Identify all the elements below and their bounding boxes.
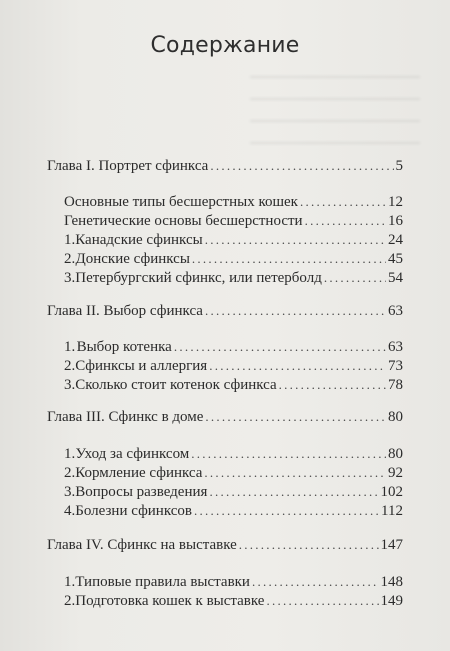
entry-number: 3.: [64, 270, 76, 286]
page-number: 112: [381, 503, 403, 519]
dot-leader: [205, 303, 386, 320]
entry-number: 3.: [64, 484, 76, 500]
toc-entry[interactable]: [64, 358, 403, 375]
page-number: 80: [388, 409, 403, 425]
entry-title: Типовые правила выставки: [75, 574, 250, 590]
dot-leader: [305, 213, 386, 230]
page-number: 63: [388, 303, 403, 319]
entry-number: 2.: [64, 358, 76, 374]
toc-entry[interactable]: [64, 574, 403, 591]
entry-number: 1.: [64, 446, 76, 462]
entry-title: Основные типы бесшерстных кошек: [64, 194, 298, 210]
toc-entry[interactable]: [64, 213, 403, 230]
entry-number: 2.: [64, 251, 76, 267]
entry-number: 1.: [64, 339, 76, 355]
entry-title: Канадские сфинксы: [75, 232, 203, 248]
dot-leader: [204, 465, 386, 482]
dot-leader: [191, 446, 386, 463]
toc-chapter[interactable]: [47, 303, 403, 320]
page-number: 102: [380, 484, 403, 500]
entry-title: Подготовка кошек к выставке: [75, 593, 265, 609]
toc-entry[interactable]: [64, 465, 403, 482]
page-number: 5: [395, 158, 403, 174]
entry-title: Выбор котенка: [76, 339, 172, 355]
page-number: 147: [380, 537, 403, 553]
show-through-text: [250, 62, 420, 154]
page-number: 24: [388, 232, 403, 248]
page-number: 80: [388, 446, 403, 462]
toc-entry[interactable]: [64, 194, 403, 211]
toc-entry[interactable]: [64, 251, 403, 268]
page-number: 54: [388, 270, 403, 286]
page-number: 148: [380, 574, 403, 590]
toc-chapter[interactable]: [47, 409, 403, 426]
dot-leader: [266, 593, 378, 610]
entry-number: 2.: [64, 465, 76, 481]
toc-entry[interactable]: [64, 484, 403, 501]
page-number: 149: [380, 593, 403, 609]
page-number: 16: [388, 213, 403, 229]
page-number: 45: [388, 251, 403, 267]
chapter-title: Глава II. Выбор сфинкса: [47, 303, 203, 319]
dot-leader: [205, 232, 386, 249]
entry-title: Кормление сфинкса: [75, 465, 203, 481]
page-number: 92: [388, 465, 403, 481]
page-number: 12: [388, 194, 403, 210]
dot-leader: [239, 537, 379, 554]
entry-number: 3.: [64, 377, 76, 393]
toc-entry[interactable]: [64, 593, 403, 610]
dot-leader: [209, 484, 378, 501]
dot-leader: [300, 194, 386, 211]
toc-entry[interactable]: [64, 270, 403, 287]
page-number: 78: [388, 377, 403, 393]
entry-title: Болезни сфинксов: [75, 503, 192, 519]
entry-title: Уход за сфинксом: [75, 446, 190, 462]
toc-entry[interactable]: [64, 232, 403, 249]
dot-leader: [210, 158, 393, 175]
chapter-title: Глава IV. Сфинкс на выставке: [47, 537, 237, 553]
entry-number: 2.: [64, 593, 76, 609]
entry-title: Сфинксы и аллергия: [75, 358, 208, 374]
page-number: 63: [388, 339, 403, 355]
toc-entry[interactable]: [64, 339, 403, 356]
dot-leader: [205, 409, 386, 426]
entry-number: 1.: [64, 232, 76, 248]
dot-leader: [324, 270, 386, 287]
entry-title: Генетические основы бесшерстности: [64, 213, 303, 229]
toc-chapter[interactable]: [47, 537, 403, 554]
toc-entry[interactable]: [64, 503, 403, 520]
page-number: 73: [388, 358, 403, 374]
dot-leader: [174, 339, 386, 356]
toc-entry[interactable]: [64, 446, 403, 463]
dot-leader: [194, 503, 379, 520]
chapter-title: Глава III. Сфинкс в доме: [47, 409, 204, 425]
entry-title: Донские сфинксы: [75, 251, 190, 267]
entry-number: 4.: [64, 503, 76, 519]
entry-title: Сколько стоит котенок сфинкса: [75, 377, 277, 393]
toc-chapter[interactable]: [47, 158, 403, 175]
dot-leader: [279, 377, 386, 394]
dot-leader: [209, 358, 386, 375]
dot-leader: [252, 574, 379, 591]
chapter-title: Глава I. Портрет сфинкса: [47, 158, 209, 174]
entry-title: Вопросы разведения: [75, 484, 208, 500]
entry-title: Петербургский сфинкс, или петерболд: [75, 270, 322, 286]
dot-leader: [192, 251, 386, 268]
entry-number: 1.: [64, 574, 76, 590]
page-title: Содержание: [150, 33, 300, 58]
toc-entry[interactable]: [64, 377, 403, 394]
